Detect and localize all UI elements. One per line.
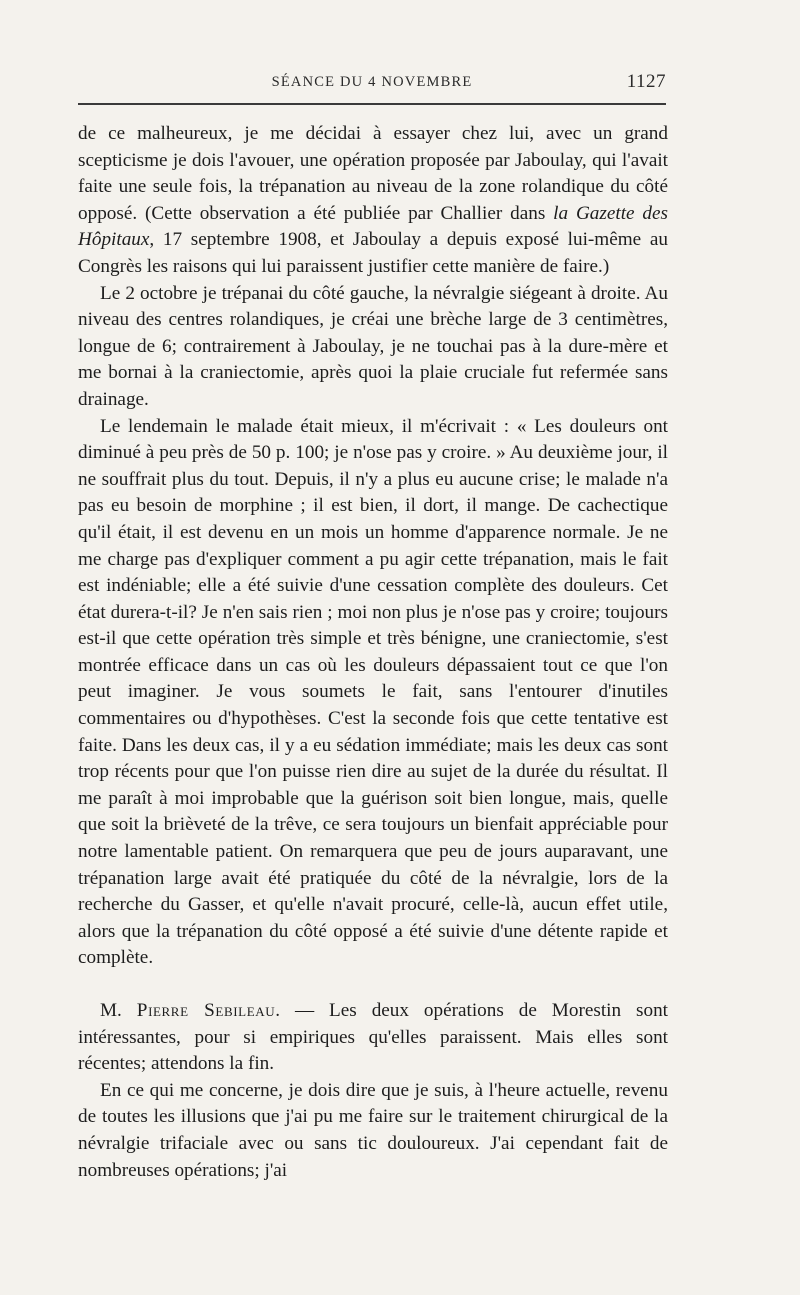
speaker-name: Pierre Sebileau xyxy=(136,1000,276,1021)
body-text xyxy=(78,121,668,1184)
paragraph-3: Le lendemain le malade était mieux, il m'écrivait : « Les douleurs ont diminué à peu près de 50 p. 100; je n'ose pas y croire. » Au deuxième jour, il ne souffrait plus du tout. Depuis, il n'y a plus eu aucune crise; le malade n'a pas eu besoin de morphine ; il est bien, il dort, il mange. De cachectique qu'il était, il est devenu en un mois un homme d'apparence normale. Je ne me charge pas d'expliquer comment a pu agir cette trépanation, mais le fait est indéniable; elle a été suivie d'une cessation complète des douleurs. Cet état durera-t-il? Je n'en sais rien ; moi non plus je n'ose pas y croire; toujours est-il que cette opération très simple et très bénigne, une craniectomie, s'est montrée efficace dans un cas où les douleurs dépassaient tout ce que l'on peut imaginer. Je vous soumets le fait, sans l'entourer d'inutiles commentaires ou d'hypothèses. C'est la seconde fois que cette tentative est faite. Dans les deux cas, il y a eu sédation immédiate; mais les deux cas sont trop récents pour que l'on puisse rien dire au sujet de la durée du résultat. Il me paraît à moi improbable que la guérison soit bien longue, mais, quelle que soit la brièveté de la trêve, ce sera toujours un bienfait appréciable pour notre lamentable patient. On remarquera que peu de jours auparavant, une trépanation large avait été pratiquée du côté de la névralgie, lors de la recherche du Gasser, et qu'elle n'avait procuré, celle-là, aucun effet utile, alors que la trépanation du côté opposé a été suivie d'une détente rapide et complète. xyxy=(78,415,668,969)
paragraph-2: Le 2 octobre je trépanai du côté gauche, la névralgie siégeant à droite. Au niveau des centres rolandiques, je créai une brèche large de 3 centimètres, longue de 6; contrairement à Jaboulay, je ne touchai pas à la dure-mère et me bornai à la craniectomie, après quoi la plaie cruciale fut refermée sans drainage. xyxy=(78,282,668,410)
paragraph-4-text: . — Les deux opérations de Morestin sont intéressantes, pour si empiriques qu'elles paraissent. Mais elles sont récentes; attendons la fin. xyxy=(78,1000,668,1075)
header-rule xyxy=(78,103,666,105)
paragraph-1-text-before: de ce malheureux, je me décidai à essayer chez lui, avec un grand scepticisme je dois l'avouer, une opération proposée par Jaboulay, qui l'avait faite une seule fois, la trépanation au niveau de la zone rolandique du côté opposé. (Cette observation a été publiée par Challier dans xyxy=(78,123,668,224)
paragraph-1-text-after: , 17 septembre 1908, et Jaboulay a depuis exposé lui-même au Congrès les raisons qui lui paraissent justifier cette manière de faire.) xyxy=(78,229,668,277)
paragraph-4 xyxy=(78,998,668,1078)
running-header xyxy=(78,71,666,98)
paragraph-5: En ce qui me concerne, je dois dire que je suis, à l'heure actuelle, revenu de toutes les illusions que j'ai pu me faire sur le traitement chirurgical de la névralgie trifaciale avec ou sans tic douloureux. J'ai cependant fait de nombreuses opérations; j'ai xyxy=(78,1079,668,1181)
journal-title: la Gazette des Hôpitaux xyxy=(78,202,668,251)
paragraph-1 xyxy=(78,121,668,281)
page-number: 1127 xyxy=(626,71,666,92)
speaker-prefix: M. xyxy=(100,1000,137,1021)
running-title: SÉANCE DU 4 NOVEMBRE xyxy=(271,74,473,90)
